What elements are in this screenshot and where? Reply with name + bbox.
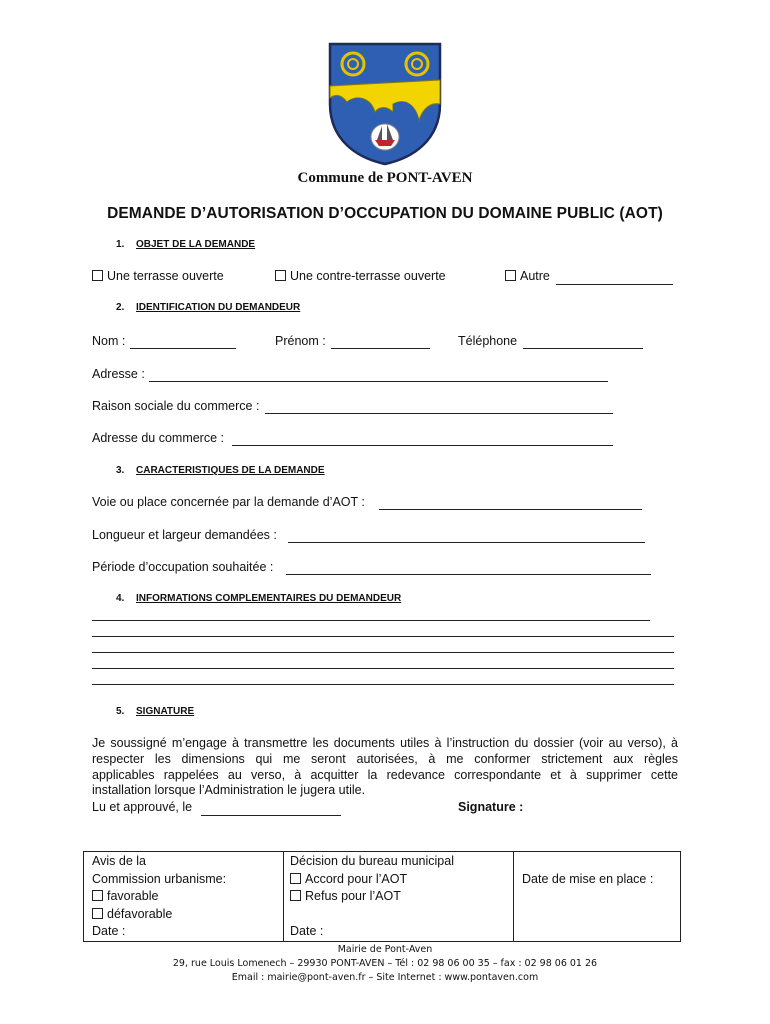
checkbox-icon[interactable] <box>505 270 516 281</box>
info-line[interactable] <box>92 684 674 685</box>
raison-sociale-field[interactable] <box>265 413 613 414</box>
defavorable-option[interactable] <box>92 906 283 924</box>
periode-label: Période d’occupation souhaitée : <box>92 560 274 574</box>
paragraph-line: respecter les dimensions qui me seront autorisées, à me conformer strictement aux règles <box>92 751 678 766</box>
paragraph-line: installation lorsque l’Administration le jugera utile. <box>92 783 366 798</box>
date-field[interactable] <box>201 815 341 816</box>
footer-contact: Email : mairie@pont-aven.fr – Site Internet : www.pontaven.com <box>231 972 539 983</box>
section-number: 1. <box>116 239 125 250</box>
checkbox-icon[interactable] <box>92 270 103 281</box>
coat-of-arms-logo <box>327 42 443 166</box>
option-label: Refus pour l’AOT <box>305 889 401 904</box>
option-label: favorable <box>107 889 159 904</box>
adresse-label: Adresse : <box>92 367 145 381</box>
option-contre-terrasse[interactable] <box>275 269 446 283</box>
telephone-field[interactable] <box>523 348 643 349</box>
commune-name: Commune de PONT-AVEN <box>297 170 473 186</box>
option-terrasse-ouverte[interactable] <box>92 269 224 283</box>
decision-table <box>83 851 681 942</box>
section-title: SIGNATURE <box>136 706 195 717</box>
checkbox-icon[interactable] <box>92 908 103 919</box>
option-label: Une terrasse ouverte <box>107 269 224 283</box>
section-2-heading <box>116 302 300 313</box>
option-autre[interactable] <box>505 269 550 283</box>
section-title: OBJET DE LA DEMANDE <box>136 239 256 250</box>
section-number: 3. <box>116 465 125 476</box>
checkbox-icon[interactable] <box>290 873 301 884</box>
periode-field[interactable] <box>286 574 651 575</box>
refus-option[interactable] <box>290 888 513 906</box>
prenom-field[interactable] <box>331 348 430 349</box>
checkbox-icon[interactable] <box>275 270 286 281</box>
voie-field[interactable] <box>379 509 642 510</box>
bureau-date: Date : <box>290 924 324 939</box>
mise-en-place-label: Date de mise en place : <box>522 872 654 886</box>
commission-cell <box>84 852 284 942</box>
telephone-label: Téléphone <box>458 334 518 348</box>
commission-date: Date : <box>92 924 126 939</box>
option-label: Accord pour l’AOT <box>305 871 408 886</box>
signature-label: Signature : <box>458 800 524 814</box>
nom-field[interactable] <box>130 348 236 349</box>
option-label: Autre <box>520 269 550 283</box>
prenom-label: Prénom : <box>275 334 326 348</box>
autre-field[interactable] <box>556 284 673 285</box>
engagement-paragraph <box>92 736 678 799</box>
footer-mairie: Mairie de Pont-Aven <box>337 944 433 955</box>
paragraph-line: Je soussigné m’engage à transmettre les documents utiles à l’instruction du dossier (voir au verso), à <box>92 736 678 750</box>
footer-address: 29, rue Louis Lomenech – 29930 PONT-AVEN – Tél : 02 98 06 00 35 – fax : 02 98 06 01 26 <box>172 958 598 969</box>
section-5-heading <box>116 706 194 717</box>
voie-label: Voie ou place concernée par la demande d’AOT : <box>92 495 365 509</box>
section-1-heading <box>116 239 255 250</box>
section-number: 5. <box>116 706 125 717</box>
option-label: défavorable <box>107 906 173 921</box>
lu-approuve-label: Lu et approuvé, le <box>92 800 193 814</box>
info-line[interactable] <box>92 668 674 669</box>
commission-line2: Commission urbanisme: <box>92 871 227 886</box>
accord-option[interactable] <box>290 871 513 889</box>
checkbox-icon[interactable] <box>92 890 103 901</box>
longueur-field[interactable] <box>288 542 645 543</box>
commission-line1: Avis de la <box>92 854 146 868</box>
bureau-heading: Décision du bureau municipal <box>290 854 454 868</box>
section-title: INFORMATIONS COMPLEMENTAIRES DU DEMANDEUR <box>136 593 402 604</box>
section-title: IDENTIFICATION DU DEMANDEUR <box>136 302 301 313</box>
page-title: DEMANDE D’AUTORISATION D’OCCUPATION DU DOMAINE PUBLIC (AOT) <box>107 205 663 222</box>
favorable-option[interactable] <box>92 888 283 906</box>
nom-label: Nom : <box>92 334 126 348</box>
option-label: Une contre-terrasse ouverte <box>290 269 446 283</box>
bureau-cell <box>284 852 514 942</box>
adresse-field[interactable] <box>149 381 608 382</box>
section-title: CARACTERISTIQUES DE LA DEMANDE <box>136 465 325 476</box>
info-line[interactable] <box>92 652 674 653</box>
longueur-label: Longueur et largeur demandées : <box>92 528 277 542</box>
checkbox-icon[interactable] <box>290 890 301 901</box>
adresse-commerce-field[interactable] <box>232 445 613 446</box>
section-number: 2. <box>116 302 125 313</box>
section-4-heading <box>116 593 401 604</box>
info-line[interactable] <box>92 620 650 621</box>
section-number: 4. <box>116 593 125 604</box>
info-line[interactable] <box>92 636 674 637</box>
raison-sociale-label: Raison sociale du commerce : <box>92 399 260 413</box>
paragraph-line: applicables rappelées au verso, à acquitter la redevance correspondante et à supprimer cette <box>92 767 678 782</box>
adresse-commerce-label: Adresse du commerce : <box>92 431 224 445</box>
mise-en-place-cell <box>514 852 681 942</box>
section-3-heading <box>116 465 325 476</box>
